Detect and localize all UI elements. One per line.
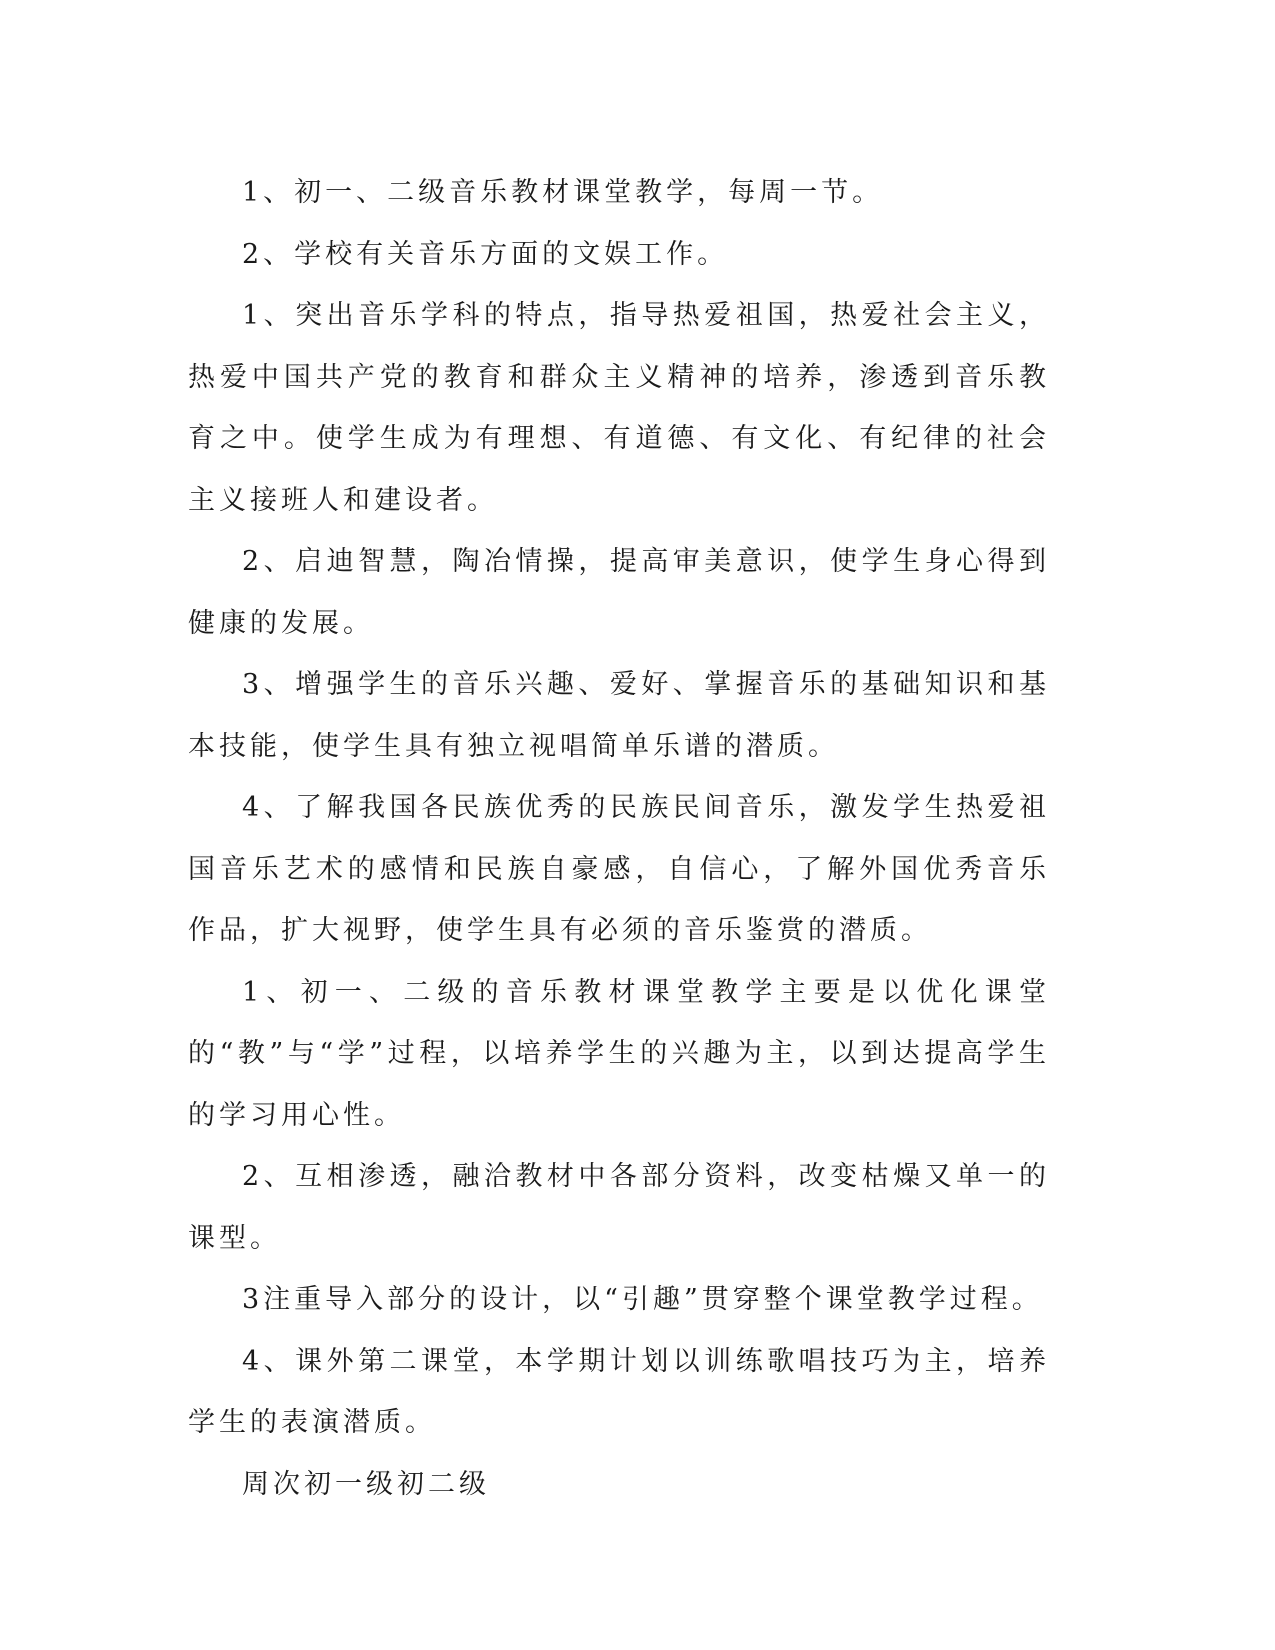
paragraph: 2、互相渗透，融洽教材中各部分资料，改变枯燥又单一的课型。: [188, 1161, 1050, 1254]
paragraph: 2、学校有关音乐方面的文娱工作。: [242, 238, 729, 270]
paragraph: 2、启迪智慧，陶冶情操，提高审美意识，使学生身心得到健康的发展。: [188, 546, 1050, 639]
table-heading-line: 周次初一级初二级: [242, 1468, 490, 1500]
document-body: [188, 162, 1050, 1515]
paragraph: 4、课外第二课堂，本学期计划以训练歌唱技巧为主，培养学生的表演潜质。: [188, 1345, 1050, 1438]
paragraph: 3、增强学生的音乐兴趣、爱好、掌握音乐的基础知识和基本技能，使学生具有独立视唱简单乐谱的潜质。: [188, 669, 1050, 762]
paragraph: 4、了解我国各民族优秀的民族民间音乐，激发学生热爱祖国音乐艺术的感情和民族自豪感，自信心，了解外国优秀音乐作品，扩大视野，使学生具有必须的音乐鉴赏的潜质。: [188, 792, 1050, 946]
paragraph: 1、突出音乐学科的特点，指导热爱祖国，热爱社会主义，热爱中国共产党的教育和群众主义精神的培养，渗透到音乐教育之中。使学生成为有理想、有道德、有文化、有纪律的社会主义接班人和建设者。: [188, 300, 1050, 516]
paragraph: 3注重导入部分的设计，以“引趣”贯穿整个课堂教学过程。: [242, 1284, 1043, 1315]
paragraph: 1、初一、二级的音乐教材课堂教学主要是以优化课堂的“教”与“学”过程，以培养学生的兴趣为主，以到达提高学生的学习用心性。: [188, 976, 1050, 1131]
paragraph: 1、初一、二级音乐教材课堂教学，每周一节。: [242, 177, 884, 208]
